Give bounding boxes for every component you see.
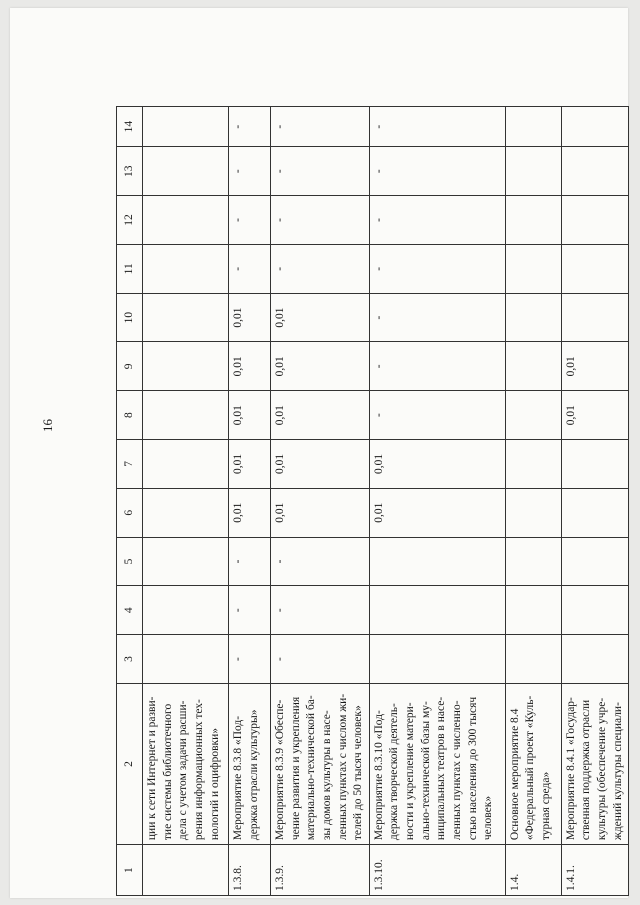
table-cell: 0,01 (561, 342, 629, 391)
header-cell: 3 (117, 635, 143, 684)
table-cell (143, 537, 229, 586)
rotated-table-wrapper (116, 106, 624, 896)
table-cell: - (369, 391, 505, 440)
table-cell: 0,01 (229, 440, 271, 489)
row-number: 1.4. (505, 845, 561, 896)
table-cell: - (271, 635, 370, 684)
table-cell (143, 196, 229, 245)
table-cell: - (271, 107, 370, 147)
table-cell: 0,01 (271, 440, 370, 489)
table-row (271, 107, 370, 896)
row-number: 1.4.1. (561, 845, 629, 896)
table-cell (369, 586, 505, 635)
table-cell: - (229, 107, 271, 147)
row-name: ции к сети Интернет и разви-тие системы библиотечного дела с учетом задачи расши-рения информационных тех-нологий и оцифровки» (143, 683, 229, 844)
header-cell: 4 (117, 586, 143, 635)
table-cell: - (271, 537, 370, 586)
table-cell: - (229, 147, 271, 196)
table-cell: - (271, 586, 370, 635)
table-cell (561, 196, 629, 245)
header-cell: 11 (117, 244, 143, 293)
table-cell (561, 244, 629, 293)
table-cell: 0,01 (369, 488, 505, 537)
table-cell: 0,01 (229, 293, 271, 342)
header-cell: 14 (117, 107, 143, 147)
table-cell: 0,01 (561, 391, 629, 440)
table-cell: - (229, 196, 271, 245)
table-cell (561, 488, 629, 537)
table-cell (369, 635, 505, 684)
table-cell: - (369, 244, 505, 293)
header-cell: 1 (117, 845, 143, 896)
header-cell: 5 (117, 537, 143, 586)
table-cell (505, 147, 561, 196)
table-row (505, 107, 561, 896)
header-cell: 7 (117, 440, 143, 489)
table-cell (369, 537, 505, 586)
table-cell: 0,01 (229, 488, 271, 537)
table-cell (143, 293, 229, 342)
table-cell (505, 244, 561, 293)
header-cell: 12 (117, 196, 143, 245)
table-cell (561, 147, 629, 196)
table-cell (561, 293, 629, 342)
table-cell: - (369, 107, 505, 147)
table-cell (505, 196, 561, 245)
table-cell: 0,01 (369, 440, 505, 489)
table-cell (143, 440, 229, 489)
row-name: Основное мероприятие 8.4 «Федеральный проект «Куль-турная среда» (505, 683, 561, 844)
table-cell: - (369, 293, 505, 342)
table-cell: - (271, 196, 370, 245)
table-cell (505, 342, 561, 391)
table-cell (505, 107, 561, 147)
table-cell: 0,01 (229, 391, 271, 440)
table-row (229, 107, 271, 896)
table-cell (143, 586, 229, 635)
row-name: Мероприятие 8.3.9 «Обеспе-чение развития и укрепления материально-технической ба-зы домов культуры в насе-ленных пунктах с числом жи-телей до 50 тысяч человек» (271, 683, 370, 844)
table-cell: 0,01 (271, 391, 370, 440)
table-cell (505, 391, 561, 440)
row-number (143, 845, 229, 896)
header-cell: 9 (117, 342, 143, 391)
table-cell (143, 488, 229, 537)
document-page (10, 8, 628, 898)
table-cell (561, 586, 629, 635)
row-name: Мероприятие 8.3.10 «Под-держка творческой деятель-ности и укрепление матери-ально-технической базы му-ниципальных театров в насе-ленных пунктах с численно-стью населения до 300 тысяч человек» (369, 683, 505, 844)
table-cell: - (229, 537, 271, 586)
table-cell: - (369, 147, 505, 196)
row-name: Мероприятие 8.3.8 «Под-держка отрасли культуры» (229, 683, 271, 844)
table-cell: - (271, 244, 370, 293)
header-cell: 13 (117, 147, 143, 196)
table-cell: - (229, 586, 271, 635)
row-number: 1.3.8. (229, 845, 271, 896)
table-cell: - (271, 147, 370, 196)
header-cell: 8 (117, 391, 143, 440)
table-cell: - (229, 244, 271, 293)
page-number: 16 (40, 419, 55, 432)
table-cell (143, 147, 229, 196)
header-cell: 2 (117, 683, 143, 844)
data-table (116, 106, 629, 896)
table-cell: 0,01 (271, 293, 370, 342)
table-cell (143, 107, 229, 147)
table-cell: - (369, 342, 505, 391)
table-cell (143, 635, 229, 684)
table-cell (143, 244, 229, 293)
table-cell (143, 342, 229, 391)
table-cell: - (229, 635, 271, 684)
table-cell (505, 537, 561, 586)
table-cell (561, 107, 629, 147)
header-row (117, 107, 143, 896)
header-cell: 10 (117, 293, 143, 342)
row-number: 1.3.9. (271, 845, 370, 896)
row-name: Мероприятие 8.4.1 «Государ-ственная поддержка отрасли культуры (обеспечение учре-ждений культуры специали- (561, 683, 629, 844)
table-cell (561, 440, 629, 489)
table-cell: 0,01 (271, 342, 370, 391)
table-cell (505, 488, 561, 537)
table-cell (505, 293, 561, 342)
table-cell (505, 635, 561, 684)
table-row (561, 107, 629, 896)
table-cell: 0,01 (229, 342, 271, 391)
table-row (143, 107, 229, 896)
table-cell (143, 391, 229, 440)
table-cell (505, 586, 561, 635)
table-cell: - (369, 196, 505, 245)
row-number: 1.3.10. (369, 845, 505, 896)
table-row (369, 107, 505, 896)
header-cell: 6 (117, 488, 143, 537)
table-cell (561, 635, 629, 684)
table-cell (561, 537, 629, 586)
table-cell: 0,01 (271, 488, 370, 537)
table-cell (505, 440, 561, 489)
